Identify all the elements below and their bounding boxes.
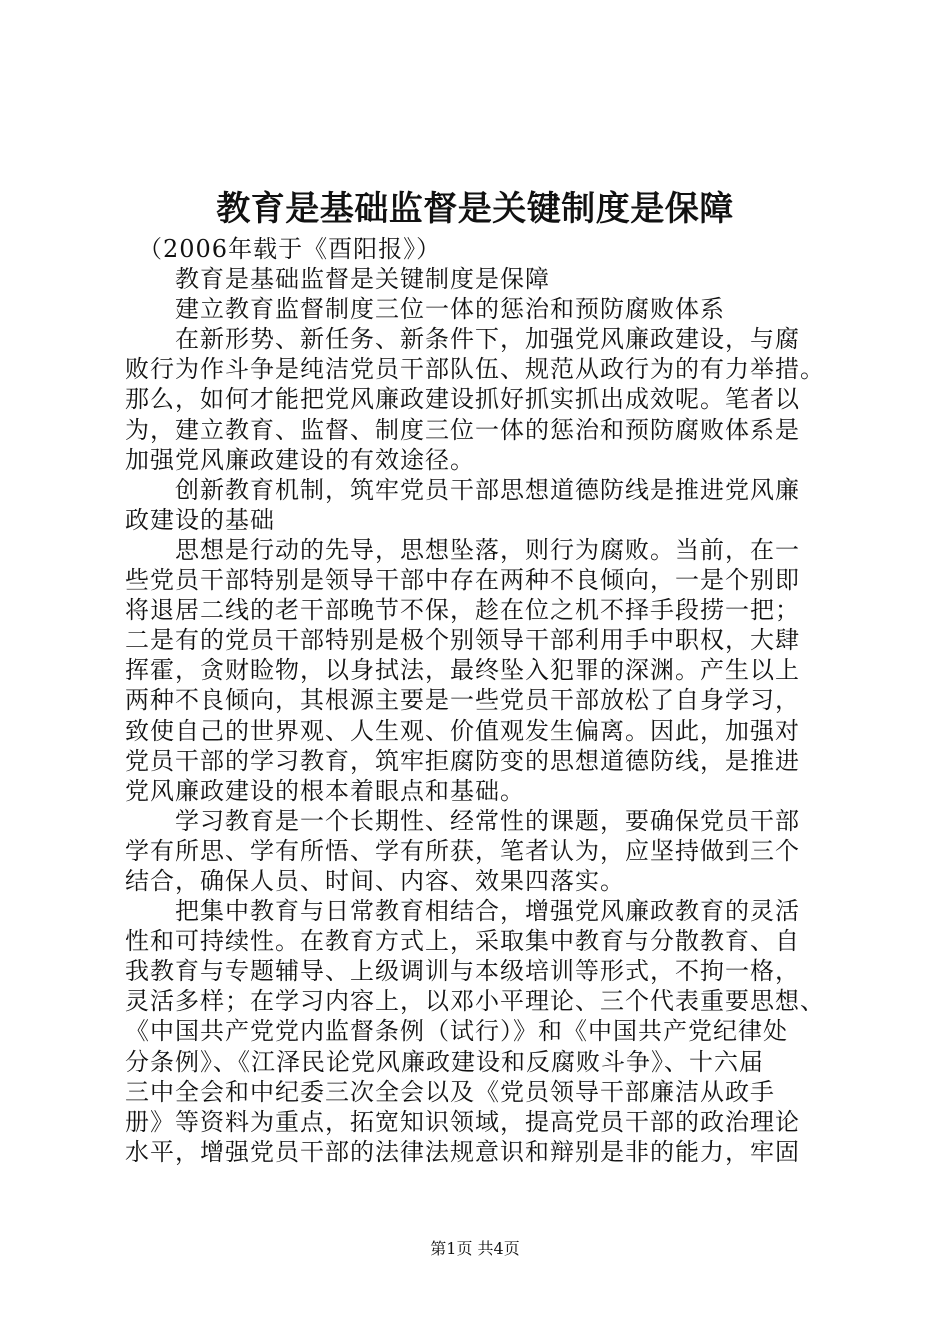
paragraph-line: 两种不良倾向，其根源主要是一些党员干部放松了自身学习， [125, 686, 800, 715]
paragraph-line: 二是有的党员干部特别是极个别领导干部利用手中职权，大肆 [125, 626, 800, 655]
paragraph-line: 政建设的基础 [125, 505, 275, 534]
paragraph-line: 将退居二线的老干部晚节不保，趁在位之机不择手段捞一把； [125, 596, 800, 625]
paragraph-line: 挥霍，贪财睑物，以身拭法，最终坠入犯罪的深渊。产生以上 [125, 656, 800, 685]
paragraph-line: （2006年载于《酉阳报》） [125, 235, 442, 263]
paragraph-line: 那么，如何才能把党风廉政建设抓好抓实抓出成效呢。笔者以 [125, 385, 800, 414]
paragraph-line: 《中国共产党党内监督条例（试行）》和《中国共产党纪律处 [125, 1017, 788, 1046]
paragraph-line: 党风廉政建设的根本着眼点和基础。 [125, 776, 525, 805]
paragraph-line: 加强党风廉政建设的有效途径。 [125, 445, 475, 474]
paragraph-line: 学有所思、学有所悟、学有所获，笔者认为，应坚持做到三个 [125, 836, 800, 865]
paragraph-line: 册》等资料为重点，拓宽知识领域，提高党员干部的政治理论 [125, 1107, 800, 1136]
paragraph-line: 结合，确保人员、时间、内容、效果四落实。 [125, 866, 625, 895]
paragraph-line: 党员干部的学习教育，筑牢拒腐防变的思想道德防线，是推进 [125, 746, 800, 775]
paragraph-line: 性和可持续性。在教育方式上，采取集中教育与分散教育、自 [125, 927, 800, 956]
paragraph-line: 些党员干部特别是领导干部中存在两种不良倾向，一是个别即 [125, 566, 800, 595]
paragraph-line: 我教育与专题辅导、上级调训与本级培训等形式，不拘一格， [125, 957, 800, 986]
paragraph-line: 思想是行动的先导，思想坠落，则行为腐败。当前，在一 [125, 535, 800, 564]
document-body [125, 234, 835, 1167]
paragraph-line: 把集中教育与日常教育相结合，增强党风廉政教育的灵活 [125, 897, 800, 926]
document-title: 教育是基础监督是关键制度是保障 [216, 189, 734, 229]
paragraph-line: 学习教育是一个长期性、经常性的课题，要确保党员干部 [125, 806, 800, 835]
paragraph-line: 创新教育机制，筑牢党员干部思想道德防线是推进党风廉 [125, 475, 800, 504]
page-footer: 第1页 共4页 [430, 1239, 520, 1258]
paragraph-line: 分条例》、《江泽民论党风廉政建设和反腐败斗争》、十六届 [125, 1047, 764, 1076]
paragraph-line: 为，建立教育、监督、制度三位一体的惩治和预防腐败体系是 [125, 415, 800, 444]
paragraph-line: 败行为作斗争是纯洁党员干部队伍、规范从政行为的有力举措。 [125, 355, 825, 384]
paragraph-line: 致使自己的世界观、人生观、价值观发生偏离。因此，加强对 [125, 716, 800, 745]
paragraph-line: 在新形势、新任务、新条件下，加强党风廉政建设，与腐 [125, 325, 800, 354]
paragraph-line: 灵活多样；在学习内容上，以邓小平理论、三个代表重要思想、 [125, 987, 825, 1016]
paragraph-line: 三中全会和中纪委三次全会以及《党员领导干部廉洁从政手 [125, 1077, 775, 1106]
paragraph-line: 建立教育监督制度三位一体的惩治和预防腐败体系 [125, 295, 725, 324]
paragraph-line: 水平，增强党员干部的法律法规意识和辩别是非的能力，牢固 [125, 1137, 800, 1166]
paragraph-line: 教育是基础监督是关键制度是保障 [125, 265, 550, 294]
